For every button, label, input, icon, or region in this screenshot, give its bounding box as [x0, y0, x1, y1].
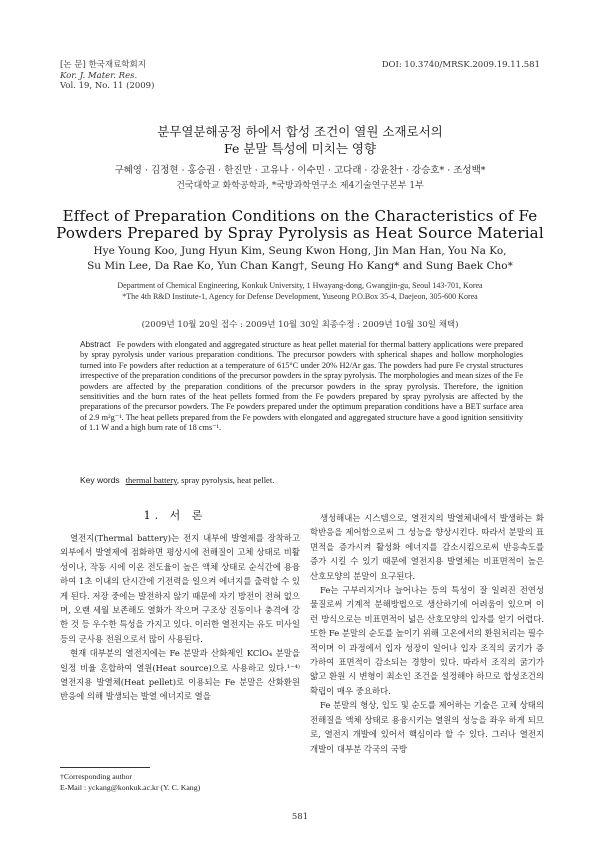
- abstract-label: Abstract: [80, 339, 111, 349]
- section-title-introduction: 1. 서 론: [143, 509, 207, 522]
- keywords-rest: , spray pyrolysis, heat pellet.: [176, 475, 275, 485]
- left-column: [60, 531, 300, 704]
- paragraph: 생성해내는 시스템으로, 열전지의 발열체내에서 발생하는 화학반응을 제어함으로써 그 성능을 향상시킨다. 따라서 분말의 표면적을 증가시켜 활성화 에너지를 감소시킴으로써 반응속도를 증가 시킬 수 있기 때문에 열전지용 발열체는 비표면적이 높은 산호모양의 분말이 요구된다.: [310, 513, 544, 581]
- title-ko-line1: 분무열분해공정 하에서 합성 조건이 열원 소재로서의: [157, 124, 443, 139]
- title-en-line1: Effect of Preparation Conditions on the Characteristics of Fe: [62, 207, 538, 225]
- paragraph: Fe는 구부러지거나 늘어나는 등의 특성이 잘 일려진 전연성 물질로써 기계적 분해방법으로 생산하기에 어려움이 있으며 이런 방식으로는 비표면적이 넓은 산호모양의 입자를 얻기 어렵다. 또한 Fe 분말의 순도를 높이기 위해 고온에서의 환원처리는 필수적이며 이 과정에서 입자 성장이 일어나 입자 조직의 굵기가 증가하여 표면적이 감소되는 경향이 있다. 따라서 조직의 굵기가 얇고 환원 시 변형이 최소인 조건을 설정해야 하므로 합성조건의 확립이 매우 중요하다.: [310, 585, 544, 696]
- affiliation-ko: 건국대학교 화학공학과, *국방과학연구소 제4기술연구본부 1부: [176, 181, 424, 191]
- paragraph: Fe 분말의 형상, 입도 및 순도를 제어하는 기술은 고체 상태의 전해질을 액체 상태로 용융시키는 열원의 성능을 좌우 하게 되므로, 열전지 개발에 있어서 핵심이라 할 수 있다. 그러나 열전지 개발이 대부분 각국의 국방: [310, 700, 544, 754]
- title-en-line2: Powders Prepared by Spray Pyrolysis as Heat Source Material: [56, 224, 544, 242]
- page-number: 581: [291, 812, 309, 822]
- paragraph: 현재 대부분의 열전지에는 Fe 분말과 산화제인 KClO₄ 분말을 일정 비율 혼합하여 열원(Heat source)으로 사용하고 있다.¹⁻⁴⁾ 열전지용 발열체(Heat pellet)로 이용되는 Fe 분말은 산화환원 반응에 의해 발생되는 발열 에너지로 열을: [60, 648, 300, 702]
- keyword-thermal-battery: thermal battery: [125, 475, 177, 485]
- abstract: [80, 339, 523, 434]
- affiliation-en-line2: *The 4th R&D Institute-1, Agency for Defense Development, Yuseong P.O.Box 35-4, Daejeon, 305-600 Korea: [122, 292, 478, 301]
- received-dates: (2009년 10월 20일 접수 : 2009년 10월 30일 최종수정 : 2009년 10월 30일 채택): [141, 320, 459, 330]
- title-ko-line2: Fe 분말 특성에 미치는 영향: [223, 141, 377, 156]
- keywords-label: Key words: [80, 475, 120, 485]
- journal-name-ko: [논 문] 한국재료학회지: [60, 60, 146, 70]
- authors-en-line2: Su Min Lee, Da Rae Ko, Yun Chan Kang†, Seung Ho Kang* and Sung Baek Cho*: [87, 260, 513, 272]
- footnote: [60, 771, 200, 793]
- footnote-divider: [60, 767, 150, 768]
- journal-volume: Vol. 19, No. 11 (2009): [60, 81, 155, 91]
- journal-name-en: Kor. J. Mater. Res.: [60, 70, 138, 81]
- paragraph: 열전지(Thermal battery)는 전지 내부에 발열제를 장착하고 외부에서 발열제에 점화하면 평상시에 전해질이 고체 상태로 비활성이나, 작동 시에 이온 전도율이 높은 액체 상태로 순식간에 용융하여 1초 이내의 단시간에 기전력을 일으켜 에너지를 출력할 수 있게 된다. 저장 중에는 발전하지 않기 때문에 자기 방전이 전혀 없으며, 오랜 세월 보존해도 열화가 작으며 구조상 진동이나 충격에 강한 것 등 우수한 특성을 가지고 있다. 이러한 열전지는 유도 미사일 등의 군사용 전원으로서 많이 사용된다.: [60, 533, 300, 644]
- right-column: [310, 511, 544, 756]
- keywords: [80, 475, 274, 485]
- journal-header: [60, 60, 154, 92]
- abstract-text: Fe powders with elongated and aggregated structure as heat pellet material for thermal battery applications were prepared by spray pyrolysis under various preparation conditions. The precursor powders with spherical shapes and hollow morphologies turned into Fe powders after reduction at a temperature of 615°C under 20% H2/Ar gas. The powders had pure Fe crystal structures irrespective of the preparation conditions of the precursor powders in the spray pyrolysis. The morphologies and mean sizes of the Fe powders are affected by the preparation conditions of the precursor powders in the spray pyrolysis. Therefore, the ignition sensitivities and the burn rates of the heat pellets formed from the Fe powders prepared by spray pyrolysis are affected by the preparations of the precursor powders. The Fe powders prepared under the optimum preparation conditions have a BET surface area of 2.9 m²g⁻¹. The heat pellets prepared from the Fe powders with elongated and aggregated structure have a good ignition sensitivity of 1.1 W and a high burn rate of 18 cms⁻¹.: [80, 340, 523, 433]
- affiliation-en-line1: Department of Chemical Engineering, Konkuk University, 1 Hwayang-dong, Gwangjin-gu, Seoul 143-701, Korea: [117, 281, 483, 290]
- authors-ko: 구혜영 · 김정현 · 홍승권 · 한진만 · 고유나 · 이수민 · 고다래 · 강윤찬† · 강승호* · 조성백*: [114, 165, 486, 176]
- corresponding-author: †Corresponding author: [60, 772, 133, 781]
- doi: DOI: 10.3740/MRSK.2009.19.11.581: [381, 60, 540, 70]
- authors-en-line1: Hye Young Koo, Jung Hyun Kim, Seung Kwon Hong, Jin Man Han, You Na Ko,: [93, 245, 507, 257]
- author-email: E-Mail : yckang@konkuk.ac.kr (Y. C. Kang): [60, 783, 201, 792]
